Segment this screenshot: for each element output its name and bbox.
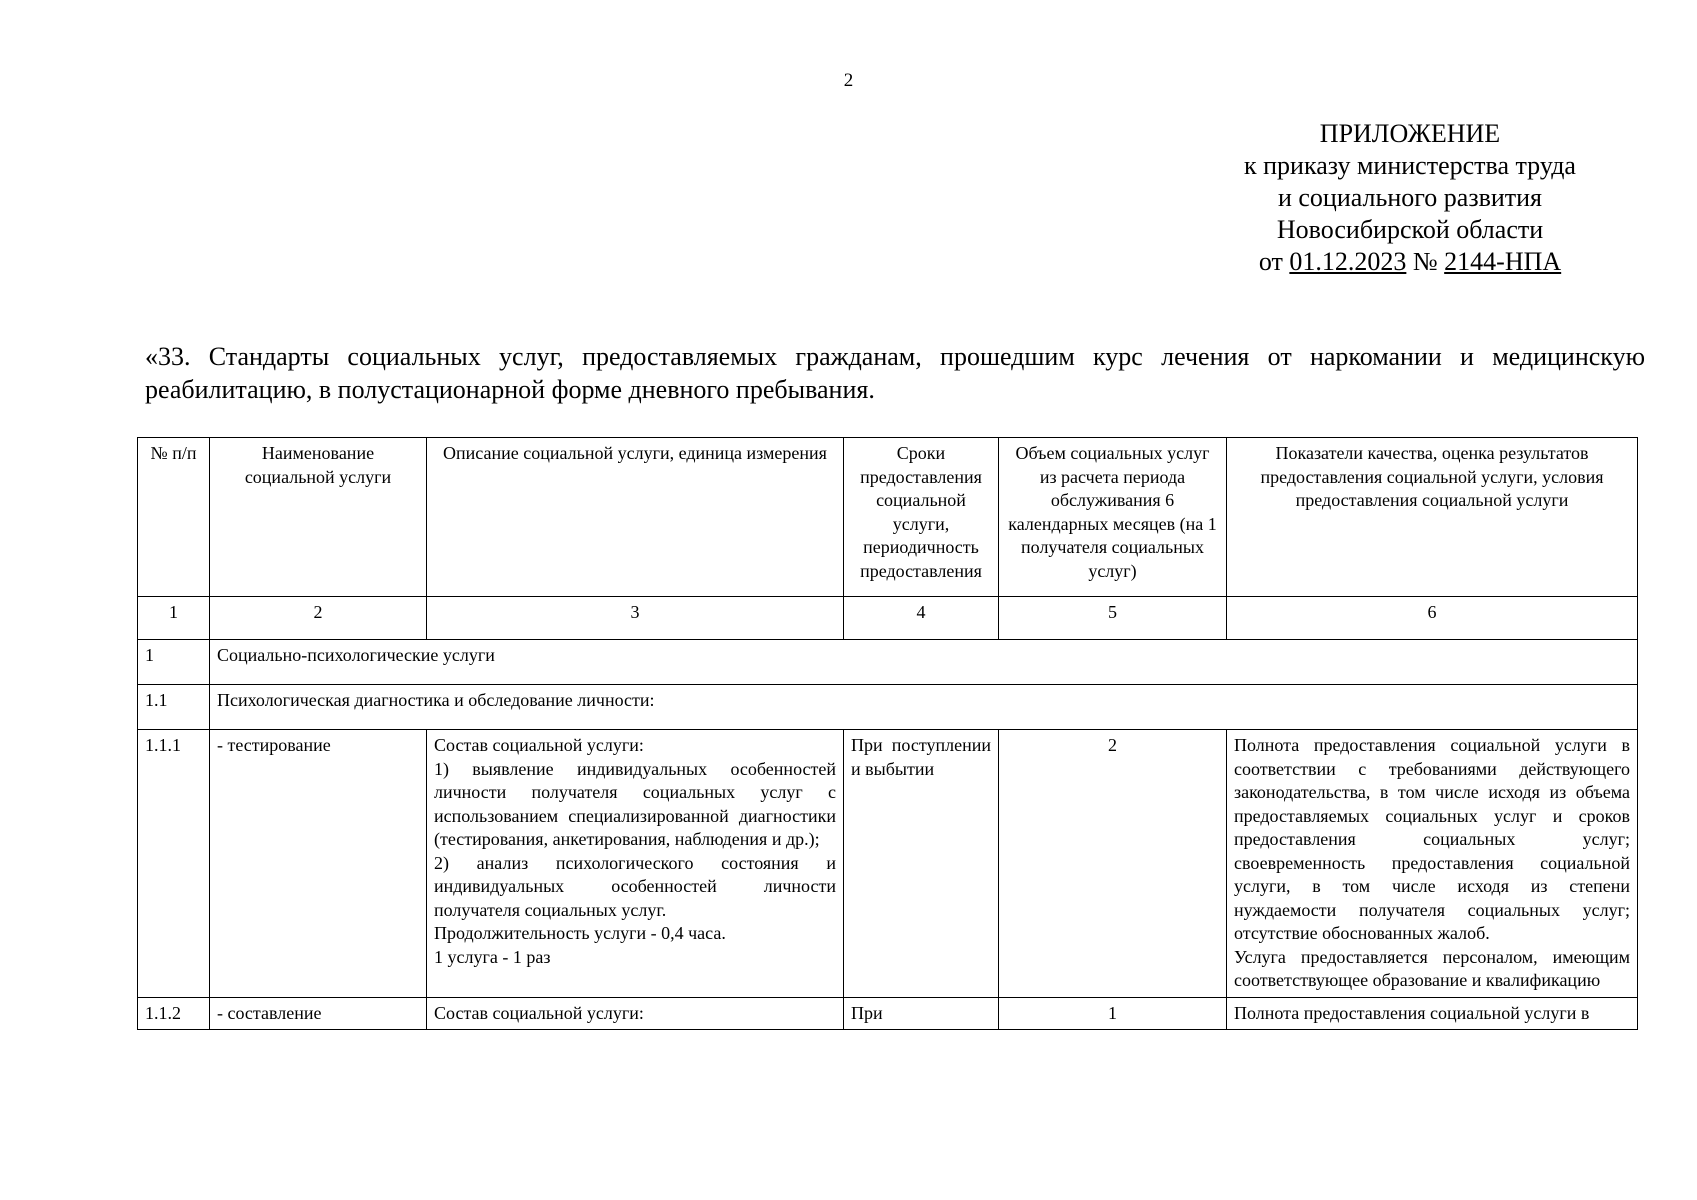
subsection-number: 1.1 bbox=[138, 685, 210, 730]
row-number: 1.1.1 bbox=[138, 730, 210, 998]
description-paragraph: 1) выявление индивидуальных особенностей личности получателя социальных услуг с использованием специализированной диагностики (тестирования, анкетирования, наблюдения и др.); bbox=[434, 758, 836, 849]
column-number: 5 bbox=[999, 597, 1227, 640]
column-number-row bbox=[138, 597, 1638, 640]
service-description: Состав социальной услуги: bbox=[427, 997, 844, 1030]
appendix-line: и социального развития bbox=[1277, 183, 1543, 212]
appendix-title: ПРИЛОЖЕНИЕ bbox=[1319, 119, 1501, 148]
description-paragraph: Состав социальной услуги: bbox=[434, 735, 644, 755]
subsection-title: Психологическая диагностика и обследование личности: bbox=[210, 685, 1638, 730]
page-number: 2 bbox=[843, 70, 854, 91]
header-cell: Наименование социальной услуги bbox=[210, 438, 427, 597]
header-cell: Показатели качества, оценка результатов предоставления социальной услуги, условия предоставления социальной услуги bbox=[1227, 438, 1638, 597]
description-paragraph: 2) анализ психологического состояния и индивидуальных особенностей личности получателя социальных услуг. bbox=[434, 852, 836, 920]
column-number: 1 bbox=[138, 597, 210, 640]
document-heading: «33. Стандарты социальных услуг, предоставляемых гражданам, прошедшим курс лечения от наркомании и медицинскую реабилитацию, в полустационарной форме дневного пребывания. bbox=[145, 342, 1645, 404]
order-date: 01.12.2023 bbox=[1289, 247, 1407, 276]
column-number: 2 bbox=[210, 597, 427, 640]
subsection-row bbox=[138, 685, 1638, 730]
quality-paragraph: Полнота предоставления социальной услуги в соответствии с требованиями действующего законодательства, в том числе исходя из объема предоставляемых социальных услуг и сроков предоставления социальных услуг; своевременность предоставления социальной услуги, в том числе исходя из степени нуждаемости получателя социальных услуг; отсутствие обоснованных жалоб. bbox=[1234, 735, 1630, 943]
description-paragraph: 1 услуга - 1 раз bbox=[434, 946, 551, 967]
appendix-date-line bbox=[1180, 246, 1640, 278]
section-number: 1 bbox=[138, 640, 210, 685]
number-sign: № bbox=[1412, 247, 1438, 276]
quality-paragraph: Услуга предоставляется персоналом, имеющим соответствующее образование и квалификацию bbox=[1234, 946, 1630, 990]
section-title: Социально-психологические услуги bbox=[210, 640, 1638, 685]
appendix-line: Новосибирской области bbox=[1276, 215, 1544, 244]
appendix-line: к приказу министерства труда bbox=[1244, 151, 1576, 180]
date-prefix: от bbox=[1258, 247, 1283, 276]
service-terms: При bbox=[844, 997, 999, 1030]
header-cell: Описание социальной услуги, единица измерения bbox=[427, 438, 844, 597]
table-header-row bbox=[138, 438, 1638, 597]
table-row bbox=[138, 997, 1638, 1030]
order-number: 2144-НПА bbox=[1444, 247, 1562, 276]
quality-indicators bbox=[1227, 730, 1638, 998]
standards-table bbox=[137, 437, 1638, 1030]
column-number: 4 bbox=[844, 597, 999, 640]
column-number: 6 bbox=[1227, 597, 1638, 640]
section-row bbox=[138, 640, 1638, 685]
header-cell: Сроки предоставления социальной услуги, периодичность предоставления bbox=[844, 438, 999, 597]
header-cell: № п/п bbox=[138, 438, 210, 597]
table-row bbox=[138, 730, 1638, 998]
quality-indicators: Полнота предоставления социальной услуги в bbox=[1227, 997, 1638, 1030]
header-cell: Объем социальных услуг из расчета периода обслуживания 6 календарных месяцев (на 1 получателя социальных услуг) bbox=[999, 438, 1227, 597]
column-number: 3 bbox=[427, 597, 844, 640]
service-name: - тестирование bbox=[210, 730, 427, 998]
row-number: 1.1.2 bbox=[138, 997, 210, 1030]
service-volume: 1 bbox=[999, 997, 1227, 1030]
service-name: - составление bbox=[210, 997, 427, 1030]
appendix-block bbox=[1180, 118, 1640, 278]
description-paragraph: Продолжительность услуги - 0,4 часа. bbox=[434, 923, 726, 943]
service-volume: 2 bbox=[999, 730, 1227, 998]
service-description bbox=[427, 730, 844, 998]
service-terms: При поступлении и выбытии bbox=[844, 730, 999, 998]
